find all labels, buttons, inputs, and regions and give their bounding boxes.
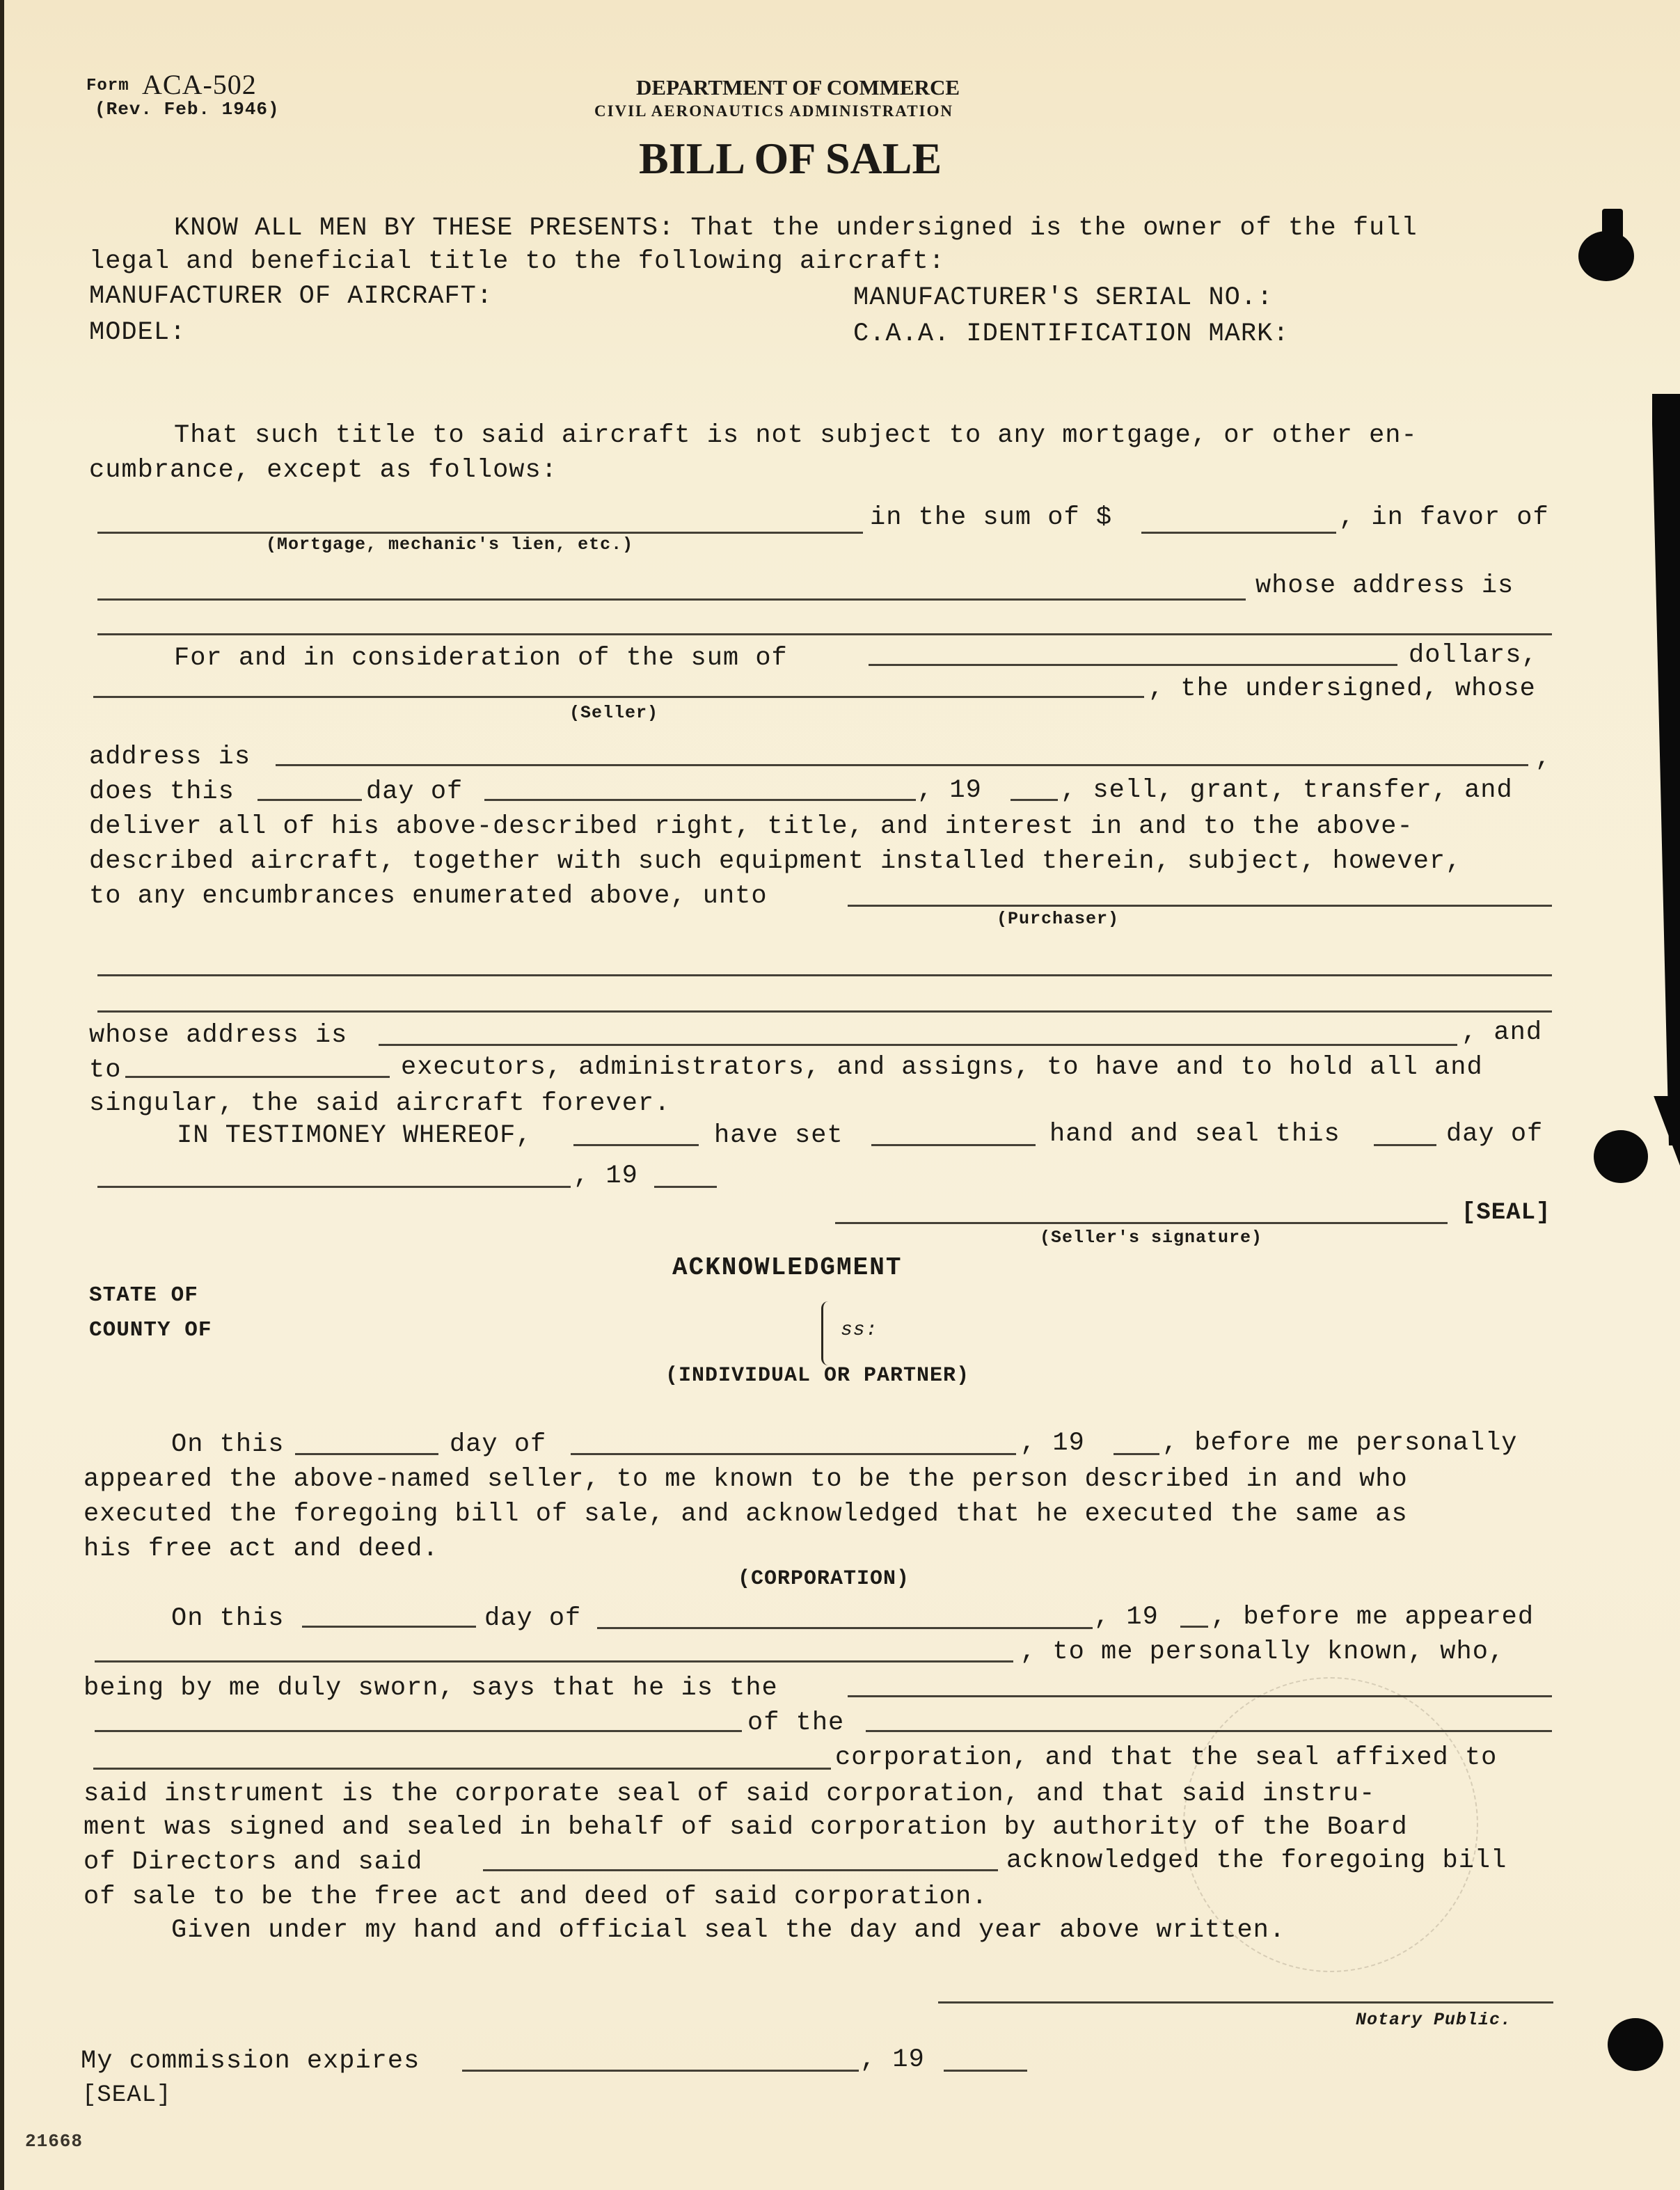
corp-name-line-2-field[interactable] [93, 1768, 831, 1770]
ind-day-of-text: day of [450, 1430, 547, 1459]
ind-on-this-text: On this [171, 1430, 285, 1459]
form-prefix: Form [86, 77, 129, 95]
ind-line-3: executed the foregoing bill of sale, and acknowledged that he executed the same as [84, 1500, 1408, 1529]
commission-nineteen-text: , 19 [860, 2045, 925, 2074]
heirs-field[interactable] [125, 1076, 390, 1078]
corp-corporation-text: corporation, and that the seal affixed to [835, 1743, 1498, 1772]
testimony-month-field[interactable] [97, 1186, 571, 1188]
given-text: Given under my hand and official seal the day and year above written. [171, 1916, 1286, 1945]
purchaser-address-field[interactable] [379, 1044, 1457, 1046]
to-text: to [89, 1056, 122, 1085]
and-text: , and [1461, 1018, 1543, 1047]
purchaser-line-3-field[interactable] [97, 1010, 1552, 1013]
state-of-label: STATE OF [89, 1283, 198, 1308]
described-text: described aircraft, together with such equipment installed therein, subject, however, [89, 847, 1462, 876]
notary-public-label: Notary Public. [1356, 2010, 1512, 2030]
seal-label: [SEAL] [1461, 1200, 1551, 1226]
department-name: DEPARTMENT OF COMMERCE [636, 75, 960, 100]
punch-hole-bottom-icon [1608, 2018, 1663, 2071]
corp-sworn-text: being by me duly sworn, says that he is the [84, 1674, 778, 1703]
sale-month-field[interactable] [484, 799, 916, 801]
form-revision: (Rev. Feb. 1946) [95, 99, 280, 120]
ss-label: ss: [841, 1319, 878, 1341]
punch-hole-middle-icon [1594, 1130, 1648, 1183]
address-is-text: address is [89, 743, 251, 772]
seller-caption: (Seller) [569, 703, 659, 723]
hand-seal-text: hand and seal this [1049, 1120, 1340, 1149]
singular-text: singular, the said aircraft forever. [89, 1089, 671, 1118]
nineteen-text: , 19 [917, 776, 982, 805]
brace-icon [821, 1301, 833, 1365]
caa-mark-label: C.A.A. IDENTIFICATION MARK: [853, 319, 1290, 349]
whose-address-text: whose address is [1255, 571, 1514, 601]
testimony-day-of-text: day of [1446, 1120, 1544, 1149]
purchaser-line-2-field[interactable] [97, 974, 1552, 976]
corp-directors-text: of Directors and said [84, 1848, 423, 1877]
corp-instrument-text: said instrument is the corporate seal of said corporation, and that said instru- [84, 1779, 1376, 1809]
corp-nineteen-text: , 19 [1094, 1603, 1159, 1632]
lienholder-field[interactable] [97, 598, 1246, 601]
commission-date-field[interactable] [462, 2070, 859, 2072]
footer-seal-label: [SEAL] [82, 2082, 172, 2109]
sale-day-field[interactable] [257, 799, 362, 801]
corp-office-field[interactable] [95, 1730, 742, 1732]
commission-year-field[interactable] [944, 2070, 1027, 2072]
seller-name-field[interactable] [93, 696, 1144, 698]
encumbrance-type-field[interactable] [97, 532, 863, 534]
encumbrance-caption: (Mortgage, mechanic's lien, etc.) [266, 534, 634, 555]
corp-year-field[interactable] [1180, 1626, 1208, 1628]
agency-name: CIVIL AERONAUTICS ADMINISTRATION [594, 102, 954, 120]
corp-said-officer-field[interactable] [483, 1869, 998, 1871]
corp-of-the-text: of the [747, 1708, 845, 1738]
consideration-text: For and in consideration of the sum of [174, 644, 788, 673]
address-comma: , [1535, 744, 1552, 773]
testimony-pronoun-field[interactable] [871, 1144, 1036, 1146]
undersigned-text: , the undersigned, whose [1148, 674, 1536, 704]
corp-acknowledged-text: acknowledged the foregoing bill [1006, 1846, 1507, 1875]
purchaser-caption: (Purchaser) [997, 909, 1120, 929]
purchaser-whose-address-text: whose address is [89, 1021, 348, 1050]
does-this-text: does this [89, 777, 235, 807]
encumbrance-line-2: cumbrance, except as follows: [89, 456, 557, 485]
intro-line-1: KNOW ALL MEN BY THESE PRESENTS: That the undersigned is the owner of the full [174, 214, 1418, 243]
corp-officer-name-field[interactable] [95, 1660, 1013, 1663]
seller-signature-field[interactable] [835, 1222, 1448, 1224]
corp-on-this-text: On this [171, 1604, 285, 1633]
sum-text: in the sum of $ [870, 503, 1113, 532]
corp-title-field[interactable] [848, 1695, 1552, 1697]
acknowledgment-title: ACKNOWLEDGMENT [672, 1253, 903, 1282]
encumbrance-amount-field[interactable] [1141, 532, 1336, 534]
corp-ment-text: ment was signed and sealed in behalf of said corporation by authority of the Board [84, 1813, 1408, 1842]
purchaser-name-field[interactable] [848, 905, 1552, 907]
testimony-party-field[interactable] [573, 1144, 699, 1146]
corp-month-field[interactable] [597, 1627, 1093, 1629]
deliver-text: deliver all of his above-described right, title, and interest in and to the above- [89, 812, 1413, 841]
ind-nineteen-text: , 19 [1020, 1429, 1085, 1458]
corp-known-text: , to me personally known, who, [1020, 1637, 1505, 1667]
ind-year-field[interactable] [1114, 1453, 1159, 1455]
encumbrance-line-1: That such title to said aircraft is not subject to any mortgage, or other en- [174, 421, 1418, 450]
corp-name-field[interactable] [866, 1730, 1552, 1732]
serial-label: MANUFACTURER'S SERIAL NO.: [853, 283, 1274, 312]
ind-before-text: , before me personally [1162, 1429, 1518, 1458]
corporation-heading: (CORPORATION) [738, 1567, 910, 1591]
testimony-year-field[interactable] [654, 1186, 717, 1188]
testimony-day-field[interactable] [1374, 1144, 1436, 1146]
page-title: BILL OF SALE [639, 134, 942, 183]
signature-caption: (Seller's signature) [1040, 1228, 1263, 1248]
scan-edge [0, 0, 4, 2190]
seller-address-field[interactable] [276, 764, 1528, 766]
ind-month-field[interactable] [571, 1453, 1016, 1455]
favor-text: , in favor of [1339, 503, 1549, 532]
day-of-text: day of [366, 777, 463, 807]
consideration-amount-field[interactable] [869, 664, 1397, 666]
county-of-label: COUNTY OF [89, 1318, 212, 1342]
intro-line-2: legal and beneficial title to the following aircraft: [89, 247, 945, 276]
punch-hole-notch-icon [1602, 209, 1623, 239]
ind-day-field[interactable] [295, 1453, 438, 1455]
print-code: 21668 [25, 2131, 84, 2152]
sell-grant-text: , sell, grant, transfer, and [1061, 776, 1513, 805]
individual-heading: (INDIVIDUAL OR PARTNER) [665, 1364, 970, 1388]
lienholder-address-field[interactable] [97, 633, 1552, 635]
manufacturer-label: MANUFACTURER OF AIRCRAFT: [89, 282, 493, 311]
model-label: MODEL: [89, 318, 187, 347]
executors-text: executors, administrators, and assigns, to have and to hold all and [401, 1053, 1483, 1082]
commission-text: My commission expires [81, 2047, 420, 2076]
have-set-text: have set [714, 1121, 843, 1150]
ind-line-2: appeared the above-named seller, to me known to be the person described in and who [84, 1465, 1408, 1494]
corp-before-text: , before me appeared [1211, 1603, 1535, 1632]
corp-day-field[interactable] [302, 1626, 476, 1628]
to-any-text: to any encumbrances enumerated above, unto [89, 882, 768, 911]
corp-free-act-text: of sale to be the free act and deed of said corporation. [84, 1882, 988, 1912]
testimony-nineteen-text: , 19 [573, 1161, 638, 1191]
form-number: ACA-502 [142, 69, 257, 100]
corp-day-of-text: day of [484, 1604, 582, 1633]
dollars-text: dollars, [1409, 641, 1538, 670]
notary-signature-field[interactable] [938, 2001, 1553, 2003]
sale-year-field[interactable] [1011, 799, 1058, 801]
ind-line-4: his free act and deed. [84, 1534, 439, 1564]
testimoney-text: IN TESTIMONEY WHEREOF, [177, 1121, 532, 1150]
